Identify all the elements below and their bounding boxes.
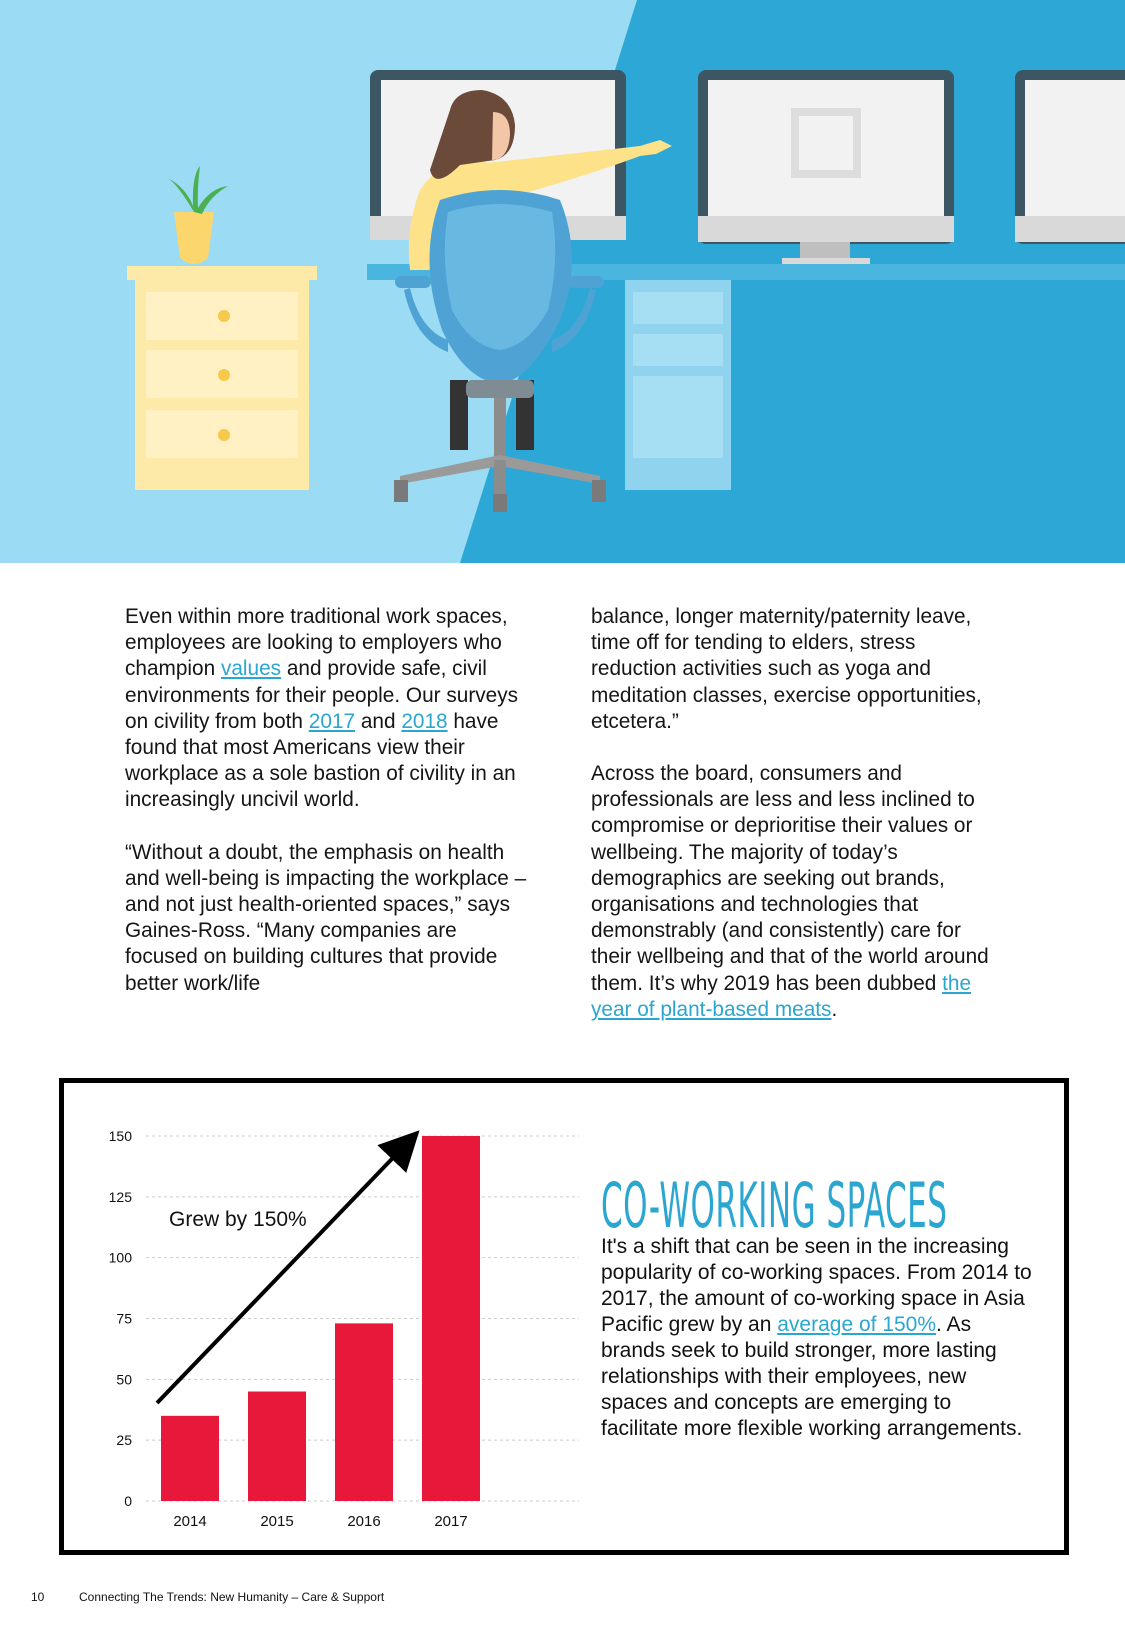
- quote-paragraph: “Without a doubt, the emphasis on health and well-being is impacting the workplace – and not just health-oriented spaces,” says Gaines-Ross. “Many companies are focused on building cultures that provide better work/life: [125, 840, 527, 995]
- chart-annotation: Grew by 150%: [169, 1208, 307, 1231]
- coworking-title: CO-WORKING SPACES: [601, 1169, 948, 1242]
- y-tick-label: 100: [108, 1249, 132, 1266]
- coworking-chart-panel: [59, 1078, 1069, 1555]
- link-plant-based-meats[interactable]: the year of plant-based meats: [591, 971, 972, 1021]
- bar-2017: [422, 1136, 480, 1501]
- coworking-body: It's a shift that can be seen in the increasing popularity of co-working spaces. From 2014 to 2017, the amount of co-working space in Asia Pacific grew by an average of 150%. As brands seek to build stronger, more lasting relationships with their employees, new spaces and concepts are emerging to facilitate more flexible working arrangements.: [601, 1235, 1032, 1440]
- page-number: 10: [31, 1590, 45, 1604]
- y-tick-label: 125: [108, 1188, 132, 1205]
- x-tick-label: 2014: [173, 1513, 207, 1530]
- drawer-cabinet: [127, 266, 317, 490]
- footer-title: Connecting The Trends: New Humanity – Care & Support: [79, 1590, 385, 1604]
- link-2018[interactable]: 2018: [401, 709, 448, 733]
- y-tick-label: 75: [116, 1310, 132, 1327]
- bar-2014: [161, 1416, 219, 1501]
- y-tick-label: 150: [108, 1128, 132, 1144]
- bar-2016: [335, 1323, 393, 1501]
- article-column-left: [125, 604, 535, 997]
- bar-2015: [248, 1392, 306, 1502]
- y-tick-label: 0: [124, 1493, 132, 1509]
- paragraph: Across the board, consumers and professionals are less and less inclined to compromise or deprioritise their values or wellbeing. The majority of today’s demographics are seeking out brands, organisations and technologies that demonstrably (and consistently) care for their wellbeing and that of the world around them. It’s why 2019 has been dubbed the year of plant-based meats.: [591, 762, 989, 1021]
- quote-continuation: balance, longer maternity/paternity leave, time off for tending to elders, stress reduction activities such as yoga and meditation classes, exercise opportunities, etcetera.”: [591, 605, 982, 733]
- article-column-right: [591, 604, 1001, 1023]
- link-2017[interactable]: 2017: [308, 709, 356, 733]
- office-illustration: [0, 0, 1125, 563]
- monitor: [698, 70, 954, 264]
- x-tick-label: 2017: [434, 1513, 468, 1530]
- monitor: [1015, 70, 1125, 244]
- y-tick-label: 25: [116, 1432, 132, 1449]
- x-tick-label: 2015: [260, 1513, 294, 1530]
- paragraph: Even within more traditional work spaces, employees are looking to employers who champion values and provide safe, civil environments for their people. Our surveys on civility from both 2017 and 2018 have found that most Americans view their workplace as a sole bastion of civility in an increasingly uncivil world.: [125, 605, 519, 812]
- y-tick-label: 50: [116, 1371, 132, 1388]
- link-average-150[interactable]: average of 150%: [777, 1313, 937, 1336]
- link-values[interactable]: values: [220, 657, 282, 681]
- x-tick-label: 2016: [347, 1513, 381, 1530]
